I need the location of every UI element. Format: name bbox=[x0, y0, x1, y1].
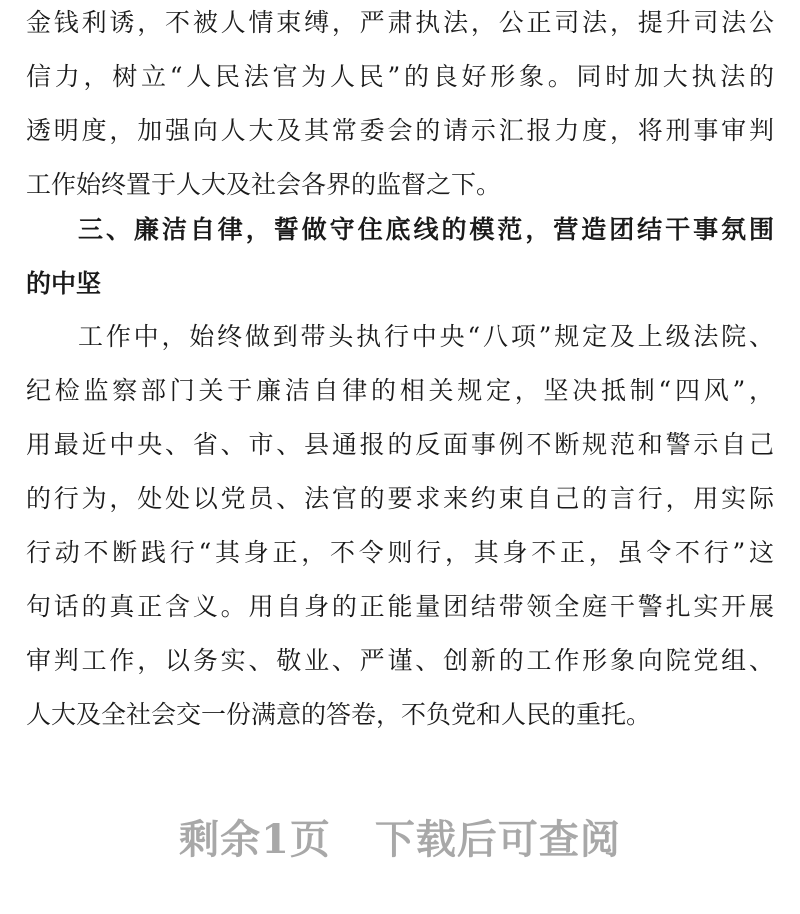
text-line: 句话的真正含义。用自身的正能量团结带领全庭干警扎实开展 bbox=[26, 592, 774, 621]
text-line: 信力，树立“人民法官为人民”的良好形象。同时加大执法的 bbox=[26, 62, 774, 91]
text-line: 行动不断践行“其身正，不令则行，其身不正，虽令不行”这 bbox=[26, 538, 774, 567]
text-line: 纪检监察部门关于廉洁自律的相关规定，坚决抵制“四风”， bbox=[26, 376, 774, 405]
text-line: 审判工作，以务实、敬业、严谨、创新的工作形象向院党组、 bbox=[26, 646, 774, 675]
text-line: 工作始终置于人大及社会各界的监督之下。 bbox=[26, 170, 502, 199]
text-line: 工作中，始终做到带头执行中央“八项”规定及上级法院、 bbox=[78, 322, 774, 351]
text-line: 的行为，处处以党员、法官的要求来约束自己的言行，用实际 bbox=[26, 484, 774, 513]
text-line: 透明度，加强向人大及其常委会的请示汇报力度，将刑事审判 bbox=[26, 116, 774, 145]
paragraph-continued bbox=[26, 0, 774, 212]
text-line: 用最近中央、省、市、县通报的反面事例不断规范和警示自己 bbox=[26, 430, 774, 459]
paragraph bbox=[26, 310, 774, 742]
heading-line: 的中坚 bbox=[26, 269, 102, 298]
download-notice[interactable] bbox=[0, 808, 800, 865]
text-line: 金钱利诱，不被人情束缚，严肃执法，公正司法，提升司法公 bbox=[26, 8, 774, 37]
text-line: 人大及全社会交一份满意的答卷，不负党和人民的重托。 bbox=[26, 700, 652, 729]
section-heading bbox=[26, 203, 774, 311]
remaining-pages-text: 剩余1页 bbox=[179, 816, 331, 863]
download-hint-text: 下载后可查阅 bbox=[374, 816, 621, 863]
heading-line: 三、廉洁自律，誓做守住底线的模范，营造团结干事氛围 bbox=[78, 215, 774, 244]
